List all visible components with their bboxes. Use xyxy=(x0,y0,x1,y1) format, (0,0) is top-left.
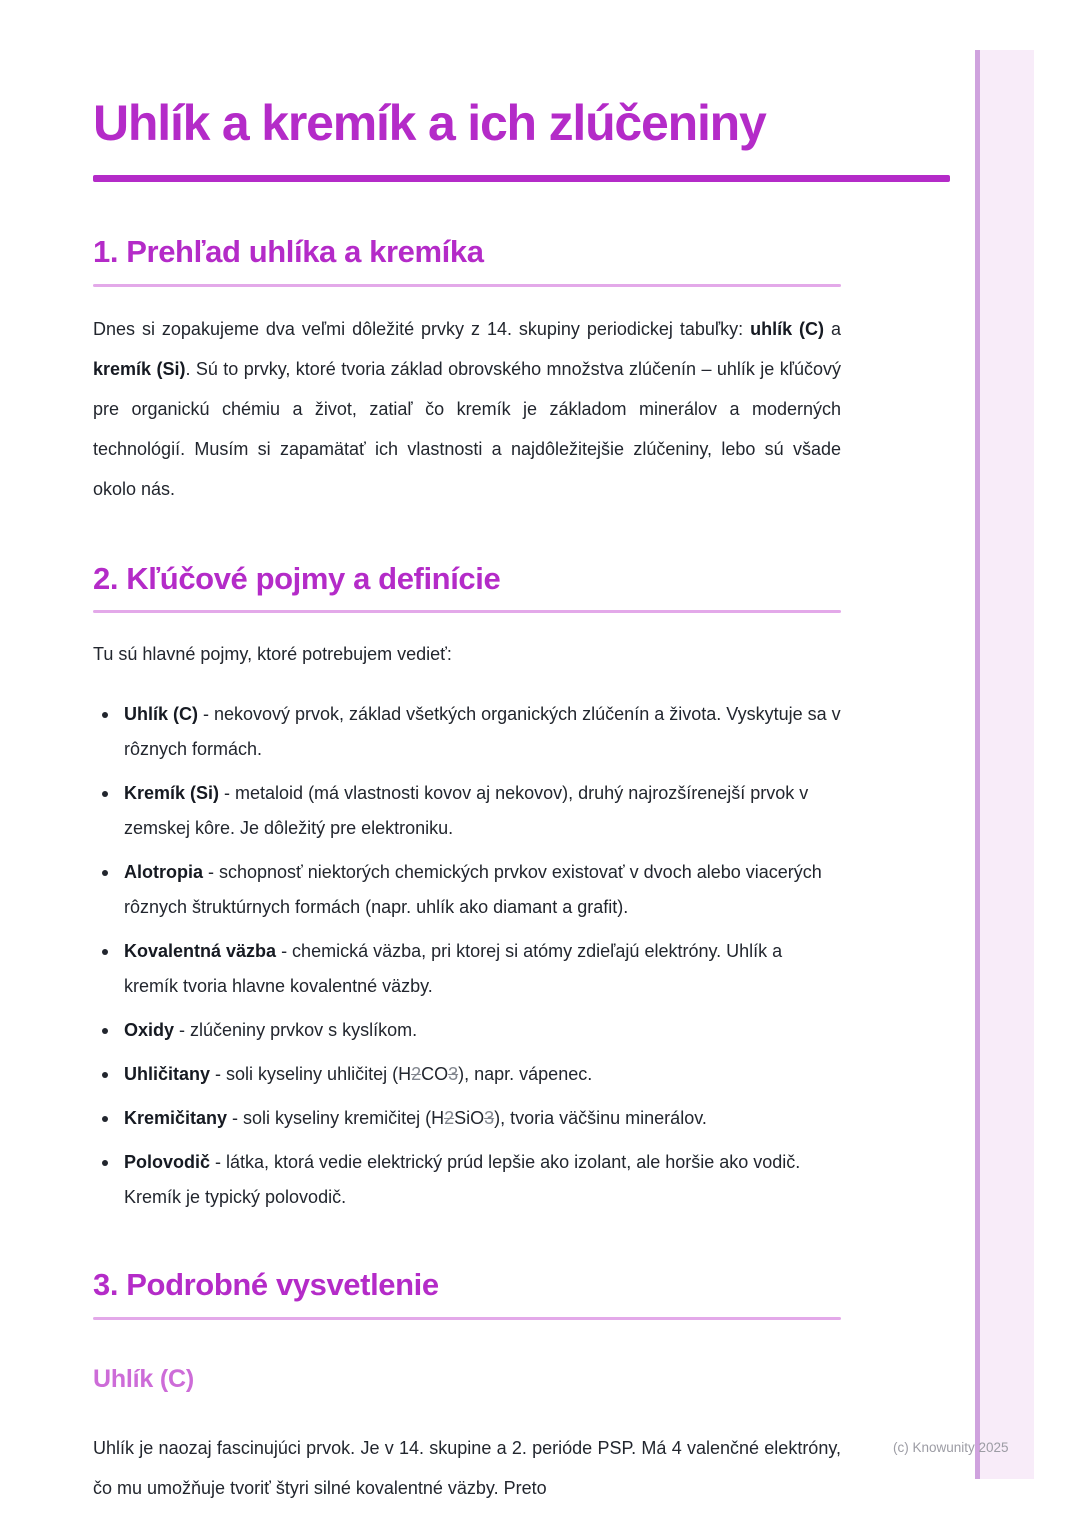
list-item: Uhlík (C) - nekovový prvok, základ všetkých organických zlúčenín a života. Vyskytuje sa v rôznych formách. xyxy=(93,697,841,767)
section-1-heading: 1. Prehľad uhlíka a kremíka xyxy=(93,234,484,269)
side-strip xyxy=(975,50,1034,1479)
title-divider xyxy=(93,175,950,182)
section-2-intro: Tu sú hlavné pojmy, ktoré potrebujem vedieť: xyxy=(93,644,452,665)
list-item: Alotropia - schopnosť niektorých chemických prvkov existovať v dvoch alebo viacerých rôznych štruktúrnych formách (napr. uhlík ako diamant a grafit). xyxy=(93,855,841,925)
section-2-heading: 2. Kľúčové pojmy a definície xyxy=(93,560,501,596)
document-content xyxy=(93,0,841,1508)
list-item: Kremičitany - soli kyseliny kremičitej (H2SiO3), tvoria väčšinu minerálov. xyxy=(93,1101,841,1136)
list-item: Uhličitany - soli kyseliny uhličitej (H2CO3), napr. vápenec. xyxy=(93,1057,841,1092)
list-item: Polovodič - látka, ktorá vedie elektrický prúd lepšie ako izolant, ale horšie ako vodič. Kremík je typický polovodič. xyxy=(93,1145,841,1215)
section-2-underline xyxy=(93,610,841,613)
subsection-heading-uhlik: Uhlík (C) xyxy=(93,1364,194,1393)
section-3-underline xyxy=(93,1317,841,1320)
page-title: Uhlík a kremík a ich zlúčeniny xyxy=(93,95,766,151)
section-1-paragraph: Dnes si zopakujeme dva veľmi dôležité prvky z 14. skupiny periodickej tabuľky: uhlík (C) a kremík (Si). Sú to prvky, ktoré tvoria základ obrovského množstva zlúčenín – uhlík je kľúčový pre organickú chémiu a život, zatiaľ čo kremík je základom minerálov a moderných technológií. Musím si zapamätať ich vlastnosti a najdôležitejšie zlúčeniny, lebo sú všade okolo nás. xyxy=(93,318,841,499)
list-item: Oxidy - zlúčeniny prvkov s kyslíkom. xyxy=(93,1013,841,1048)
section-1-underline xyxy=(93,284,841,287)
section-3-heading: 3. Podrobné vysvetlenie xyxy=(93,1267,439,1303)
copyright-watermark: (c) Knowunity 2025 xyxy=(893,1440,1009,1455)
section-3-paragraph: Uhlík je naozaj fascinujúci prvok. Je v 14. skupine a 2. perióde PSP. Má 4 valenčné elektróny, čo mu umožňuje tvoriť štyri silné kovalentné väzby. Preto xyxy=(93,1437,841,1498)
list-item: Kovalentná väzba - chemická väzba, pri ktorej si atómy zdieľajú elektróny. Uhlík a kremík tvoria hlavne kovalentné väzby. xyxy=(93,934,841,1004)
list-item: Kremík (Si) - metaloid (má vlastnosti kovov aj nekovov), druhý najrozšírenejší prvok v zemskej kôre. Je dôležitý pre elektroniku. xyxy=(93,776,841,846)
key-terms-list xyxy=(93,697,841,1215)
